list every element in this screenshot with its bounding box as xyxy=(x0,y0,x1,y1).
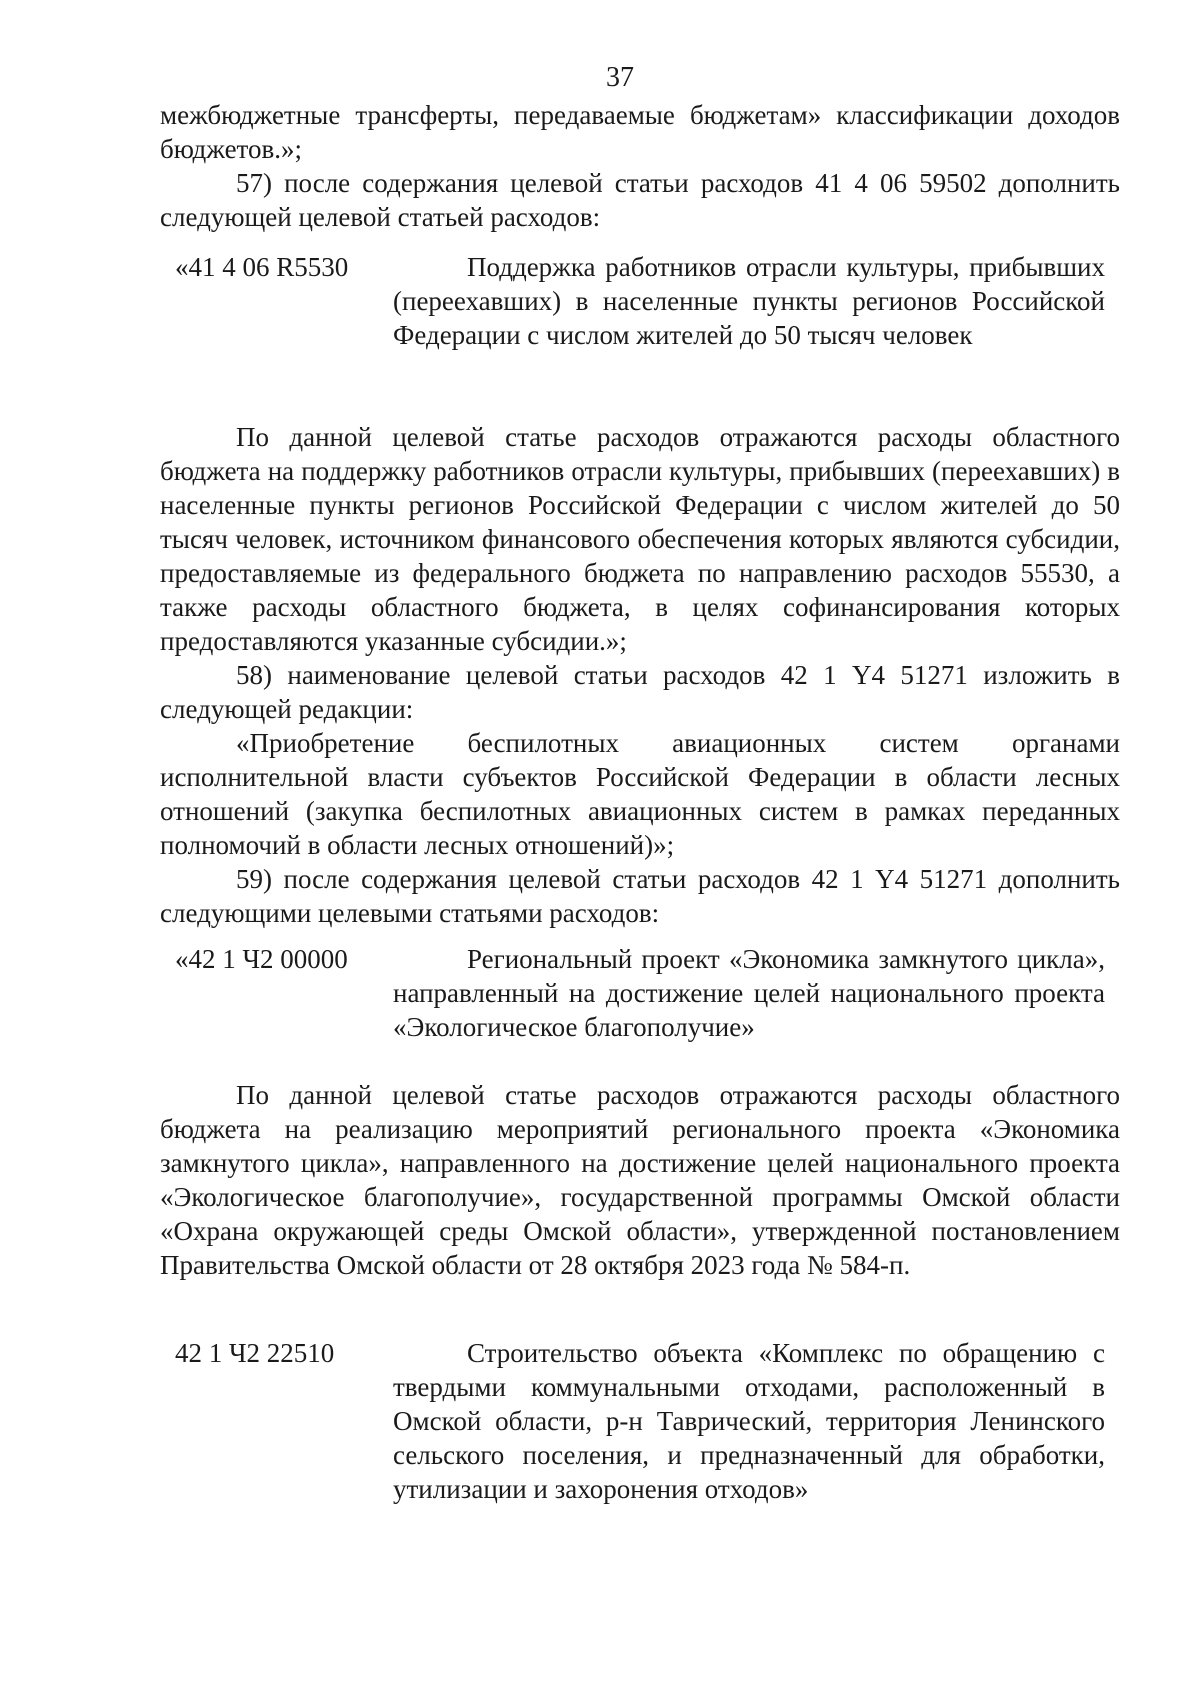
entry-text-ch2-22510: Строительство объекта «Комплекс по обращению с твердыми коммунальными отходами, расположенный в Омской области, р-н Таврический, территория Ленинского сельского поселения, и предназначенный для обработки, утилизации и захоронения отходов» xyxy=(393,1338,1105,1504)
entry-code-ch2-00000: «42 1 Ч2 00000 xyxy=(175,944,348,974)
entry-code-ch2-22510: 42 1 Ч2 22510 xyxy=(175,1338,335,1368)
paragraph-item-58: 58) наименование целевой статьи расходов 42 1 Y4 51271 изложить в следующей редакции: xyxy=(160,660,1120,724)
paragraph-continuation: межбюджетные трансферты, передаваемые бюджетам» классификации доходов бюджетов.»; xyxy=(160,100,1120,164)
entry-text-r5530: Поддержка работников отрасли культуры, прибывших (переехавших) в населенные пункты регионов Российской Федерации с числом жителей до 50 тысяч человек xyxy=(393,252,1105,350)
entry-code-r5530: «41 4 06 R5530 xyxy=(175,252,349,282)
paragraph-ch2-explanation: По данной целевой статье расходов отражаются расходы областного бюджета на реализацию мероприятий регионального проекта «Экономика замкнутого цикла», направленного на достижение целей национального проекта «Экологическое благополучие», государственной программы Омской области «Охрана окружающей среды Омской области», утвержденной постановлением Правительства Омской области от 28 октября 2023 года № 584-п. xyxy=(160,1080,1120,1280)
paragraph-r5530-explanation: По данной целевой статье расходов отражаются расходы областного бюджета на поддержку работников отрасли культуры, прибывших (переехавших) в населенные пункты регионов Российской Федерации с числом жителей до 50 тысяч человек, источником финансового обеспечения которых являются субсидии, предоставляемые из федерального бюджета по направлению расходов 55530, а также расходы областного бюджета, в целях софинансирования которых предоставляются указанные субсидии.»; xyxy=(160,422,1120,656)
entry-text-ch2-00000: Региональный проект «Экономика замкнутого цикла», направленный на достижение целей национального проекта «Экологическое благополучие» xyxy=(393,944,1105,1042)
paragraph-item-57: 57) после содержания целевой статьи расходов 41 4 06 59502 дополнить следующей целевой статьей расходов: xyxy=(160,168,1120,232)
page-number: 37 xyxy=(606,62,634,93)
paragraph-new-name: «Приобретение беспилотных авиационных систем органами исполнительной власти субъектов Российской Федерации в области лесных отношений (закупка беспилотных авиационных систем в рамках переданных полномочий в области лесных отношений)»; xyxy=(160,728,1120,860)
paragraph-item-59: 59) после содержания целевой статьи расходов 42 1 Y4 51271 дополнить следующими целевыми статьями расходов: xyxy=(160,864,1120,928)
